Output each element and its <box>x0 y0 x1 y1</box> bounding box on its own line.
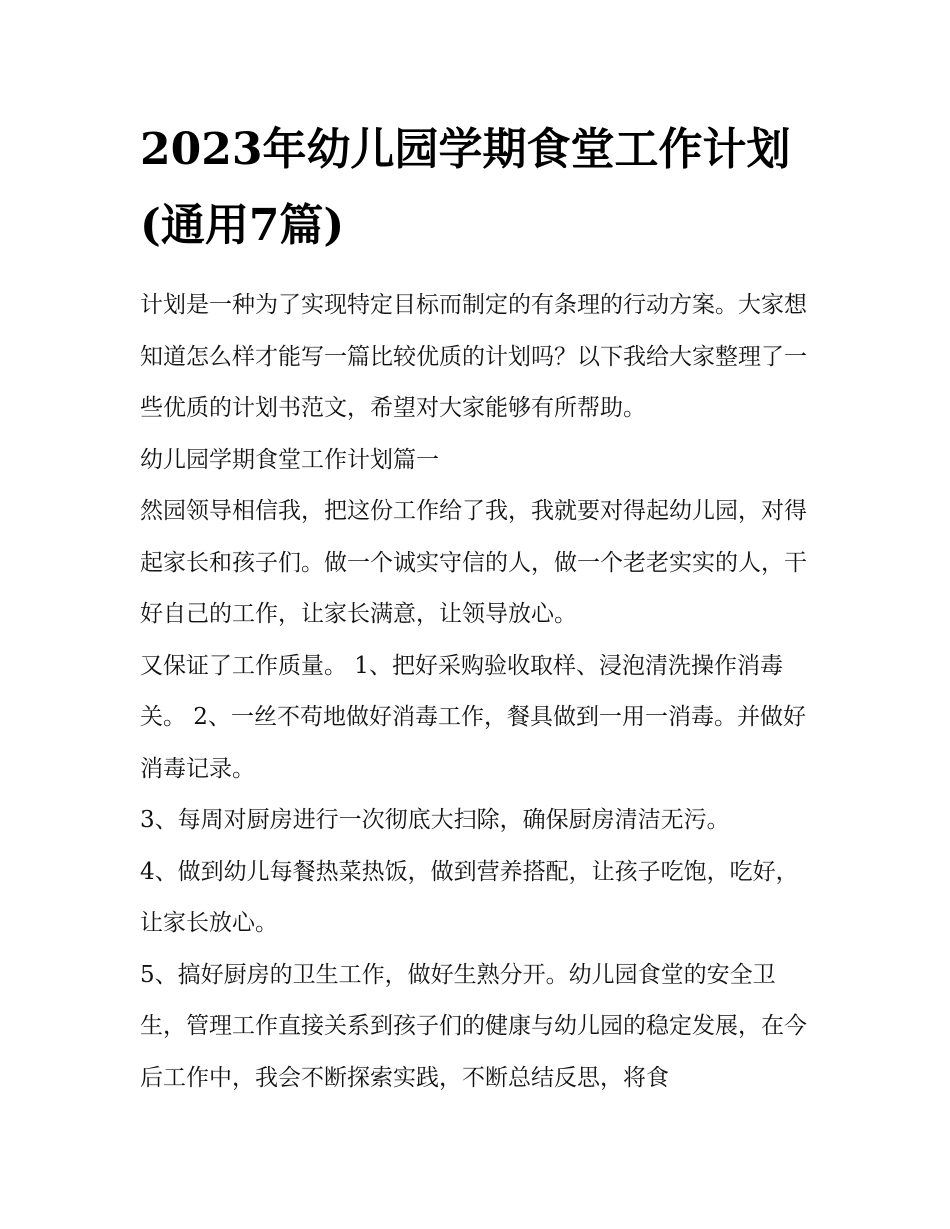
body-paragraph: 然园领导相信我，把这份工作给了我，我就要对得起幼儿园，对得起家长和孩子们。做一个诚实守信的人，做一个老老实实的人，干好自己的工作，让家长满意，让领导放心。 <box>140 498 807 627</box>
list-item-paragraph: 3、每周对厨房进行一次彻底大扫除，确保厨房清洁无污。 <box>140 807 730 833</box>
section-heading: 幼儿园学期食堂工作计划篇一 <box>140 446 439 473</box>
list-item-paragraph: 5、搞好厨房的卫生工作，做好生熟分开。幼儿园食堂的安全卫生，管理工作直接关系到孩子们的健康与幼儿园的稳定发展，在今后工作中，我会不断探索实践，不断总结反思，将食 <box>140 961 807 1091</box>
intro-paragraph: 计划是一种为了实现特定目标而制定的有条理的行动方案。大家想知道怎么样才能写一篇比较优质的计划吗？以下我给大家整理了一些优质的计划书范文，希望对大家能够有所帮助。 <box>140 292 807 421</box>
list-item-paragraph: 4、做到幼儿每餐热菜热饭，做到营养搭配，让孩子吃饱，吃好，让家长放心。 <box>140 858 799 936</box>
document-body <box>140 280 820 1104</box>
body-paragraph: 又保证了工作质量。 1、把好采购验收取样、浸泡清洗操作消毒关。 2、一丝不苟地做好消毒工作，餐具做到一用一消毒。并做好消毒记录。 <box>140 652 806 782</box>
document-title: 2023年幼儿园学期食堂工作计划(通用7篇) <box>140 124 791 251</box>
